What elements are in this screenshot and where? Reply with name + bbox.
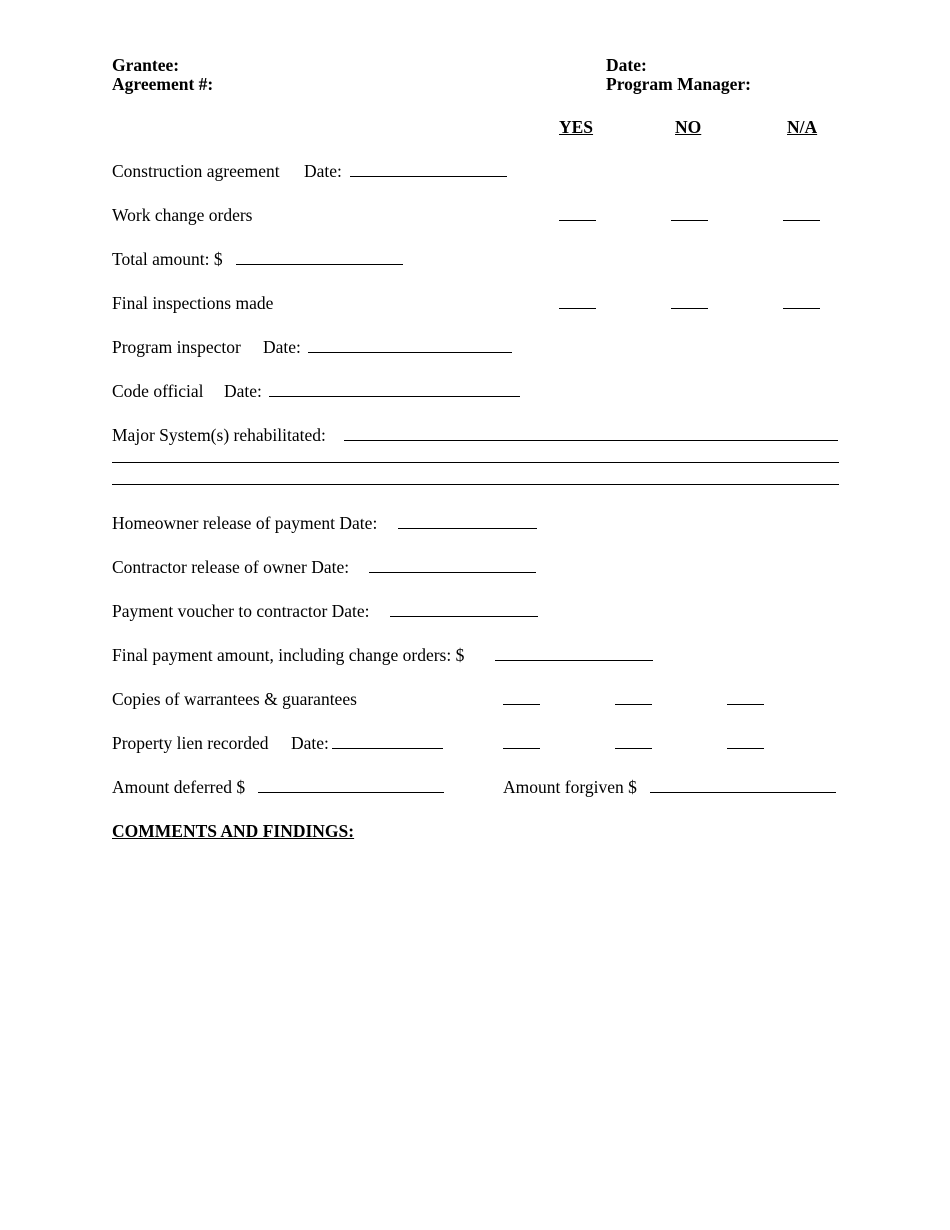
final-payment-field[interactable] — [495, 660, 653, 661]
payment-voucher-label: Payment voucher to contractor Date: — [112, 601, 370, 621]
contractor-release-date-field[interactable] — [369, 572, 536, 573]
property-lien-date-label: Date: — [291, 733, 329, 753]
copies-warrantees-yes-blank[interactable] — [503, 704, 540, 705]
construction-agreement-label: Construction agreement — [112, 161, 280, 181]
program-inspector-label: Program inspector — [112, 337, 241, 357]
code-official-date-field[interactable] — [269, 396, 520, 397]
final-payment-label: Final payment amount, including change orders: $ — [112, 645, 465, 665]
property-lien-no-blank[interactable] — [615, 748, 652, 749]
total-amount-field[interactable] — [236, 264, 403, 265]
payment-voucher-date-field[interactable] — [390, 616, 538, 617]
final-inspections-no-blank[interactable] — [671, 308, 708, 309]
construction-date-label: Date: — [304, 161, 342, 181]
property-lien-na-blank[interactable] — [727, 748, 764, 749]
amount-deferred-field[interactable] — [258, 792, 444, 793]
copies-warrantees-no-blank[interactable] — [615, 704, 652, 705]
copies-warrantees-na-blank[interactable] — [727, 704, 764, 705]
copies-warrantees-label: Copies of warrantees & guarantees — [112, 689, 357, 709]
property-lien-yes-blank[interactable] — [503, 748, 540, 749]
amount-forgiven-field[interactable] — [650, 792, 836, 793]
code-official-label: Code official — [112, 381, 204, 401]
total-amount-label: Total amount: $ — [112, 249, 223, 269]
major-systems-line-2[interactable] — [112, 462, 839, 463]
property-lien-date-field[interactable] — [332, 748, 443, 749]
property-lien-label: Property lien recorded — [112, 733, 269, 753]
final-inspections-na-blank[interactable] — [783, 308, 820, 309]
comments-findings-heading: COMMENTS AND FINDINGS: — [112, 821, 355, 841]
construction-date-field[interactable] — [350, 176, 507, 177]
agreement-number-label: Agreement #: — [112, 74, 214, 94]
homeowner-release-date-field[interactable] — [398, 528, 537, 529]
grantee-label: Grantee: — [112, 55, 180, 75]
program-manager-label: Program Manager: — [606, 74, 751, 94]
code-official-date-label: Date: — [224, 381, 262, 401]
homeowner-release-label: Homeowner release of payment Date: — [112, 513, 378, 533]
amount-forgiven-label: Amount forgiven $ — [503, 777, 637, 797]
work-change-orders-na-blank[interactable] — [783, 220, 820, 221]
major-systems-line-3[interactable] — [112, 484, 839, 485]
major-systems-label: Major System(s) rehabilitated: — [112, 425, 326, 445]
column-no: NO — [675, 117, 702, 137]
work-change-orders-yes-blank[interactable] — [559, 220, 596, 221]
contractor-release-label: Contractor release of owner Date: — [112, 557, 350, 577]
column-yes: YES — [559, 117, 594, 137]
program-inspector-date-field[interactable] — [308, 352, 512, 353]
work-change-orders-label: Work change orders — [112, 205, 253, 225]
final-inspections-label: Final inspections made — [112, 293, 274, 313]
column-na: N/A — [787, 117, 818, 137]
work-change-orders-no-blank[interactable] — [671, 220, 708, 221]
program-inspector-date-label: Date: — [263, 337, 301, 357]
date-label: Date: — [606, 55, 647, 75]
major-systems-line-1[interactable] — [344, 440, 838, 441]
amount-deferred-label: Amount deferred $ — [112, 777, 246, 797]
final-inspections-yes-blank[interactable] — [559, 308, 596, 309]
